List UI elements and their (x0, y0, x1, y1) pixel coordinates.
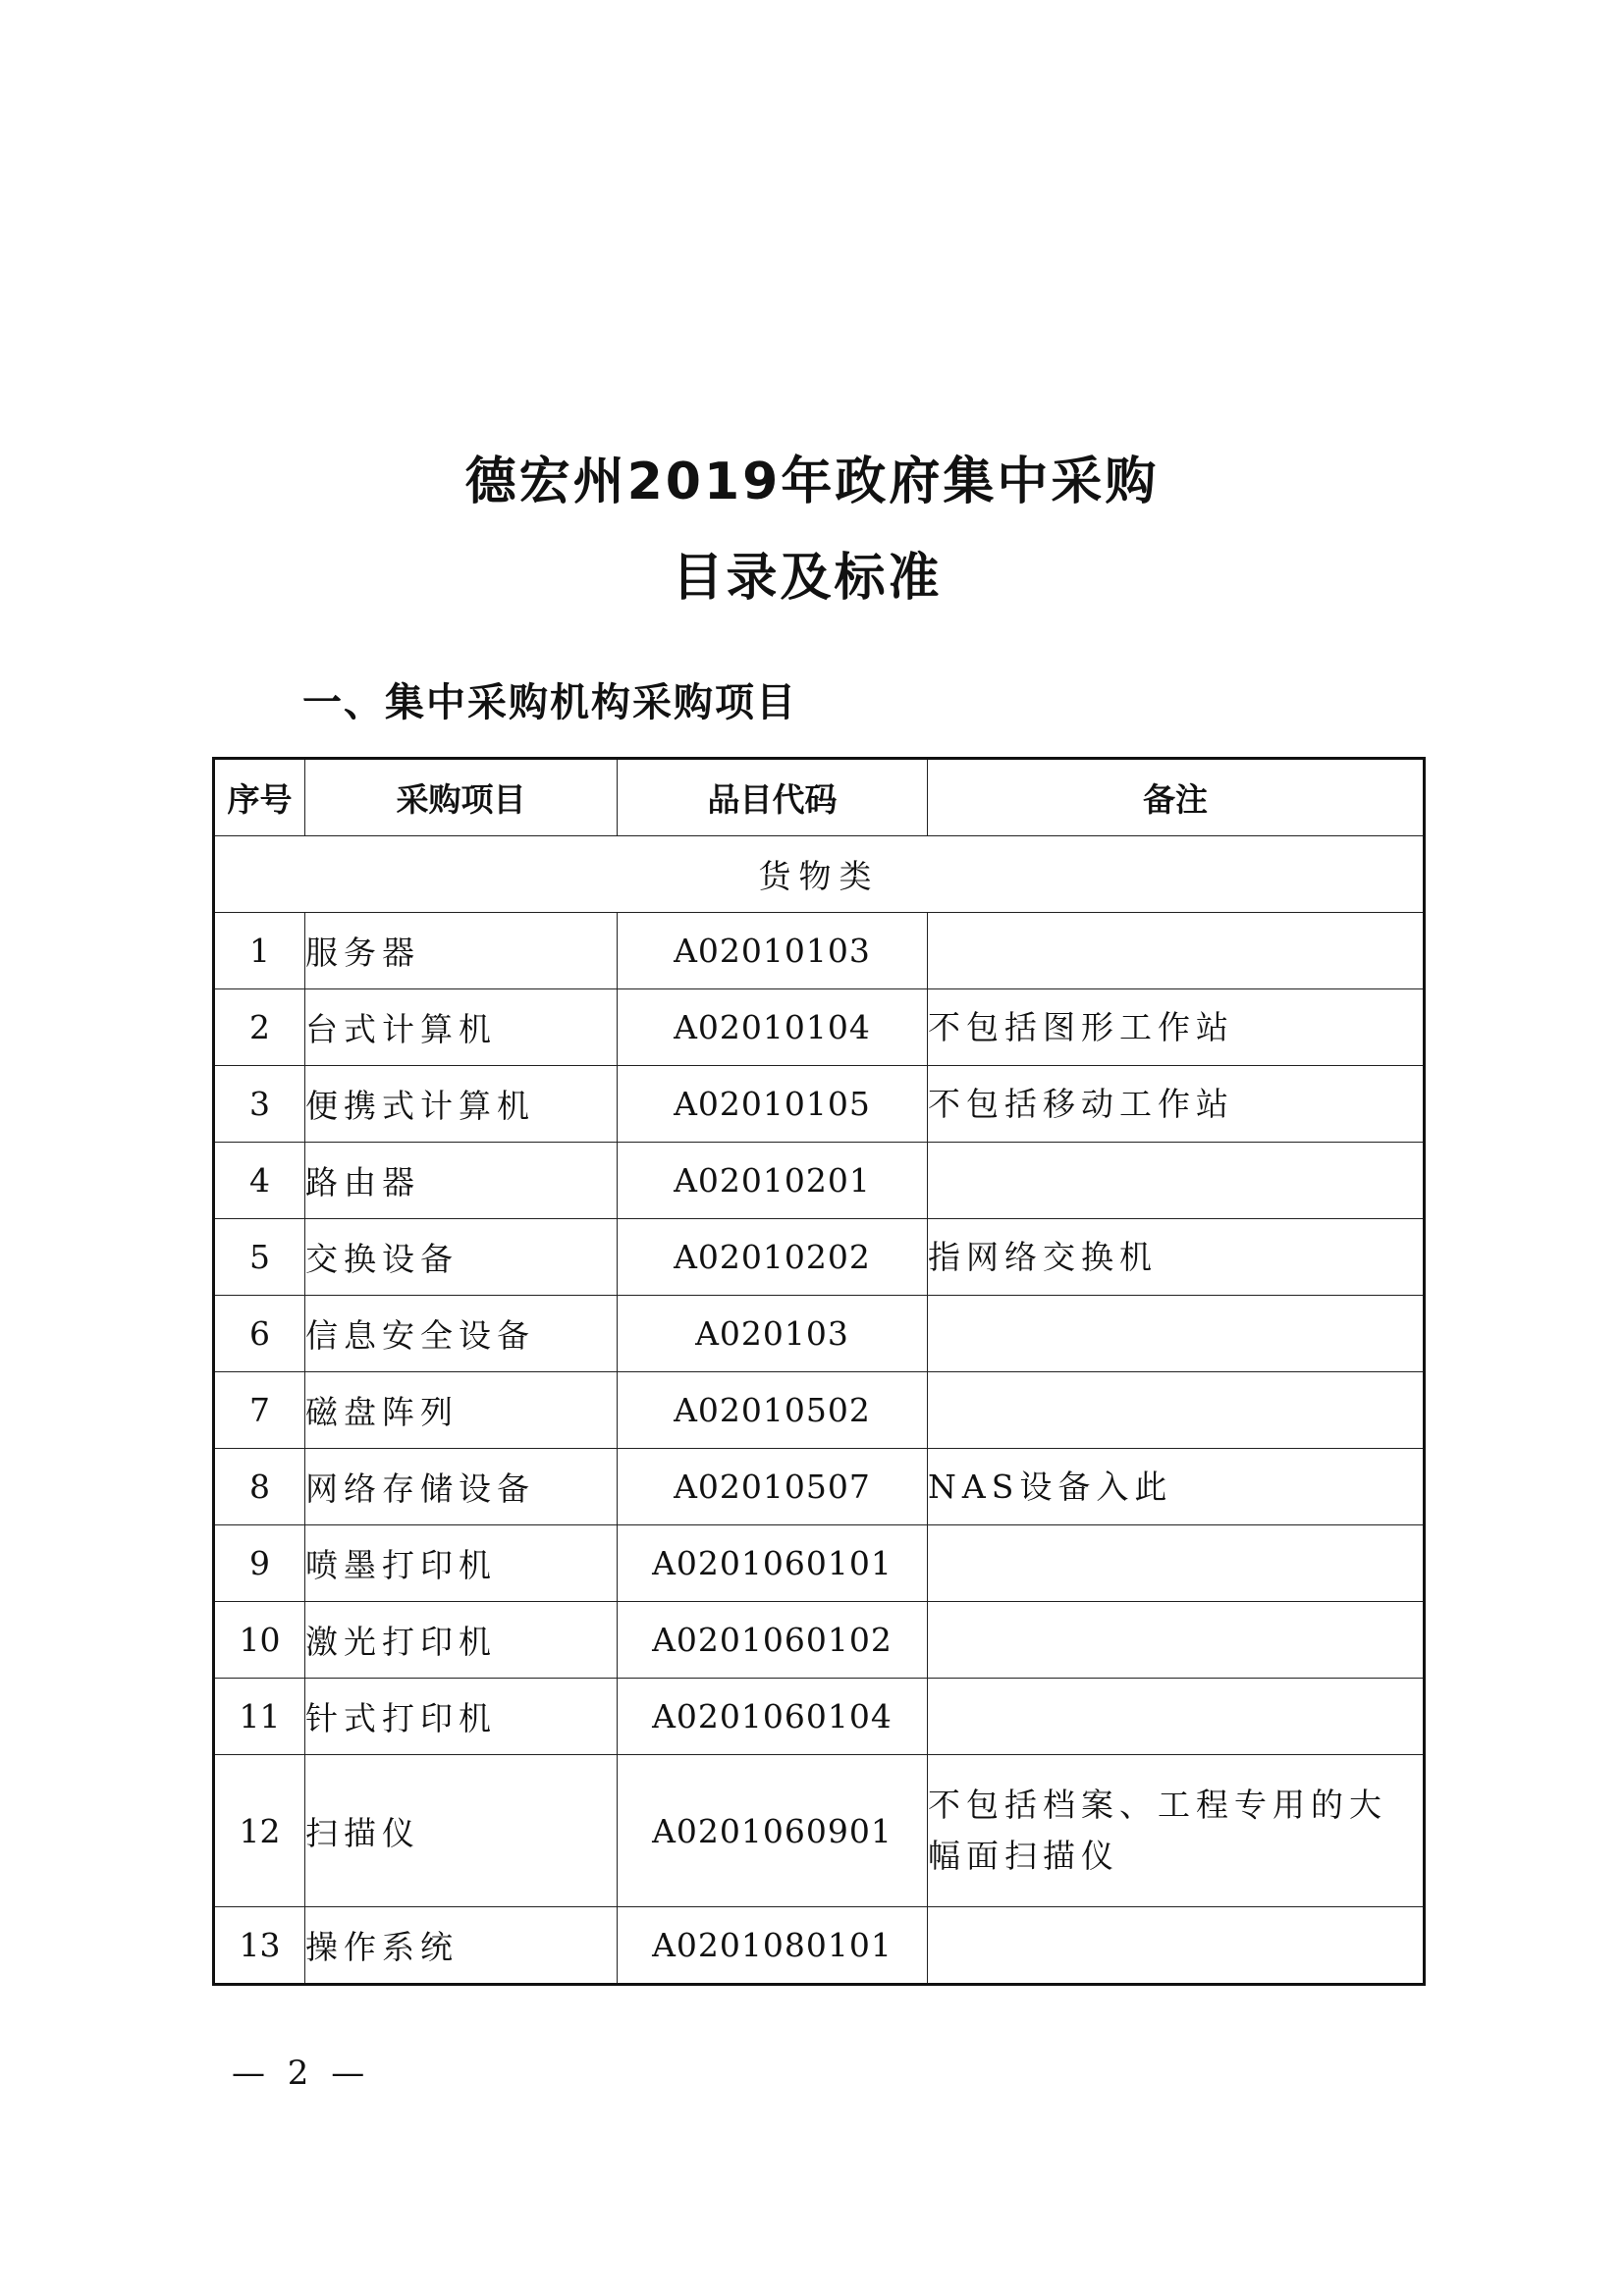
table-row (214, 1679, 1425, 1755)
row-note (928, 1679, 1425, 1755)
table-row (214, 1143, 1425, 1219)
row-note (928, 1372, 1425, 1449)
row-note: NAS设备入此 (928, 1449, 1425, 1525)
row-item: 交换设备 (305, 1219, 618, 1296)
row-seq: 4 (214, 1143, 305, 1219)
row-code: A02010502 (618, 1372, 928, 1449)
document-title-line-2: 目录及标准 (672, 549, 943, 608)
header-item: 采购项目 (305, 759, 618, 836)
row-note: 指网络交换机 (928, 1219, 1425, 1296)
row-code: A0201060901 (618, 1755, 928, 1907)
row-note: 不包括图形工作站 (928, 989, 1425, 1066)
row-item: 便携式计算机 (305, 1066, 618, 1143)
row-note (928, 1907, 1425, 1985)
row-note: 不包括移动工作站 (928, 1066, 1425, 1143)
row-seq: 9 (214, 1525, 305, 1602)
row-seq: 7 (214, 1372, 305, 1449)
row-item: 操作系统 (305, 1907, 618, 1985)
row-code: A0201060104 (618, 1679, 928, 1755)
section-heading: 一、集中采购机构采购项目 (302, 680, 797, 725)
row-seq: 1 (214, 913, 305, 989)
procurement-table (212, 757, 1426, 1986)
row-code: A0201060101 (618, 1525, 928, 1602)
row-code: A020103 (618, 1296, 928, 1372)
row-item: 喷墨打印机 (305, 1525, 618, 1602)
row-code: A02010201 (618, 1143, 928, 1219)
row-note (928, 1143, 1425, 1219)
row-item: 激光打印机 (305, 1602, 618, 1679)
row-seq: 12 (214, 1755, 305, 1907)
table-row (214, 1602, 1425, 1679)
row-seq: 11 (214, 1679, 305, 1755)
row-note (928, 1525, 1425, 1602)
row-item: 台式计算机 (305, 989, 618, 1066)
table-row (214, 1907, 1425, 1985)
row-code: A02010104 (618, 989, 928, 1066)
row-seq: 13 (214, 1907, 305, 1985)
table-header-row (214, 759, 1425, 836)
row-code: A0201060102 (618, 1602, 928, 1679)
row-item: 服务器 (305, 913, 618, 989)
category-label: 货物类 (214, 836, 1425, 913)
row-item: 针式打印机 (305, 1679, 618, 1755)
header-seq: 序号 (214, 759, 305, 836)
row-seq: 5 (214, 1219, 305, 1296)
row-seq: 3 (214, 1066, 305, 1143)
table-row (214, 1525, 1425, 1602)
header-code: 品目代码 (618, 759, 928, 836)
row-seq: 8 (214, 1449, 305, 1525)
table-row (214, 1372, 1425, 1449)
category-row (214, 836, 1425, 913)
row-item: 磁盘阵列 (305, 1372, 618, 1449)
page-number: — 2 — (232, 2054, 371, 2093)
row-item: 网络存储设备 (305, 1449, 618, 1525)
table-row (214, 1296, 1425, 1372)
header-note: 备注 (928, 759, 1425, 836)
row-code: A02010105 (618, 1066, 928, 1143)
table-row (214, 1219, 1425, 1296)
row-code: A02010103 (618, 913, 928, 989)
row-code: A0201080101 (618, 1907, 928, 1985)
row-code: A02010202 (618, 1219, 928, 1296)
row-seq: 10 (214, 1602, 305, 1679)
row-note: 不包括档案、工程专用的大幅面扫描仪 (928, 1755, 1425, 1907)
row-seq: 6 (214, 1296, 305, 1372)
table-row (214, 913, 1425, 989)
row-note (928, 1296, 1425, 1372)
table-row (214, 1755, 1425, 1907)
table-row (214, 1066, 1425, 1143)
row-note (928, 1602, 1425, 1679)
row-note (928, 913, 1425, 989)
row-item: 路由器 (305, 1143, 618, 1219)
table-row (214, 1449, 1425, 1525)
row-seq: 2 (214, 989, 305, 1066)
table-row (214, 989, 1425, 1066)
row-code: A02010507 (618, 1449, 928, 1525)
row-item: 扫描仪 (305, 1755, 618, 1907)
document-title-line-1: 德宏州2019年政府集中采购 (464, 453, 1160, 511)
row-item: 信息安全设备 (305, 1296, 618, 1372)
